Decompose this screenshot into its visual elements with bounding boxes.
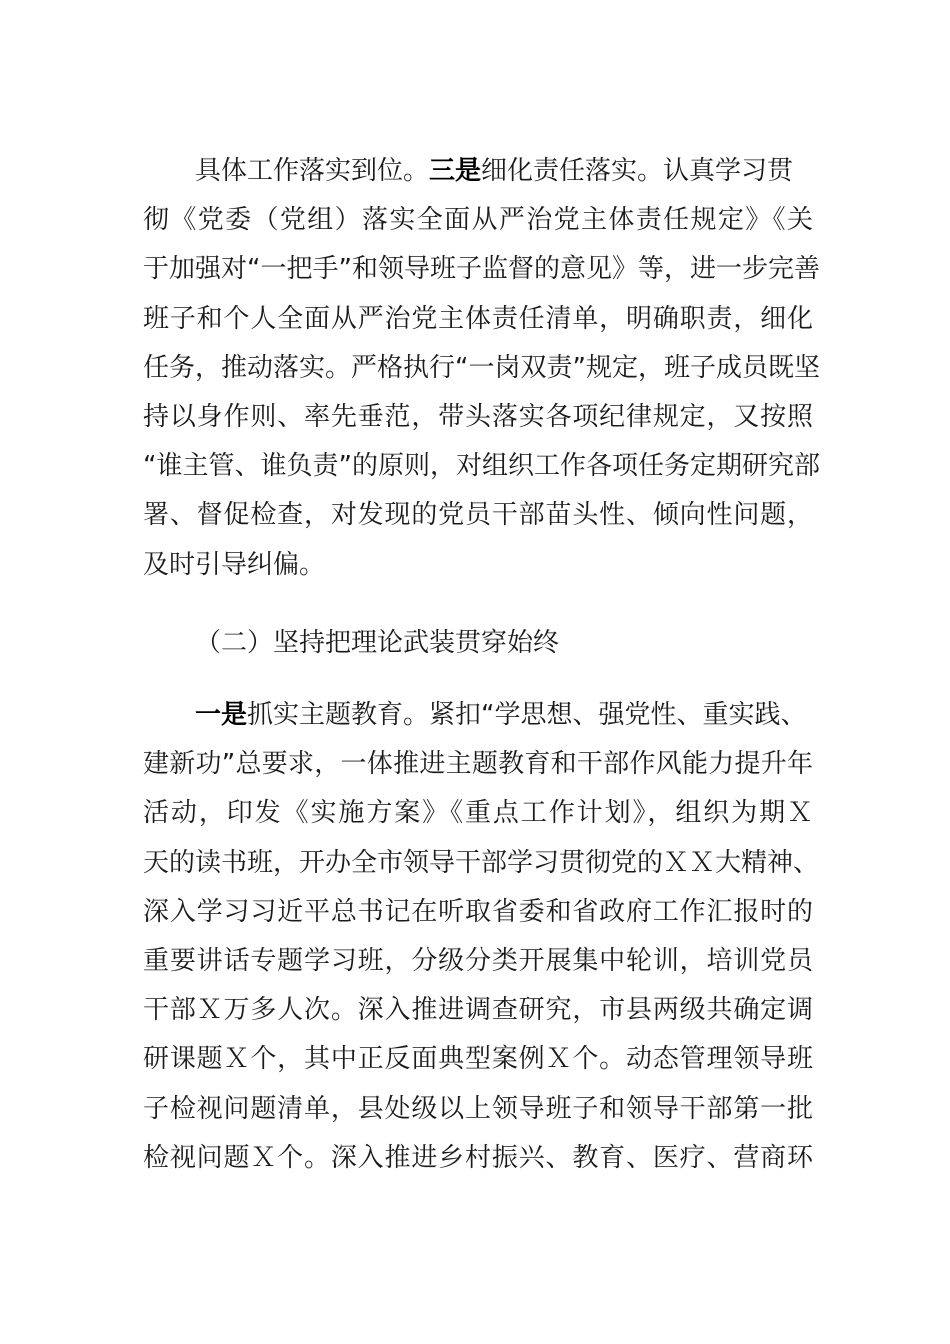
paragraph-line: “谁主管、谁负责”的原则，对组织工作各项任务定期研究部 bbox=[143, 451, 820, 482]
paragraph-line bbox=[143, 691, 813, 740]
paragraph-line: 子检视问题清单，县处级以上领导班子和领导干部第一批 bbox=[143, 1093, 813, 1124]
paragraph-line: 检视问题Ｘ个。深入推进乡村振兴、教育、医疗、营商环 bbox=[143, 1142, 813, 1173]
paragraph-theme-education bbox=[143, 691, 820, 1183]
bold-lead-phrase: 一是 bbox=[195, 700, 248, 730]
paragraph-line: 干部Ｘ万多人次。深入推进调查研究，市县两级共确定调 bbox=[143, 995, 813, 1026]
paragraph-line: 天的读书班，开办全市领导干部学习贯彻党的ＸＸ大精神、 bbox=[143, 847, 820, 878]
section-heading: （二）坚持把理论武装贯穿始终 bbox=[195, 628, 560, 658]
text-run: 抓实主题教育。紧扣“学思想、强党性、重实践、 bbox=[247, 700, 807, 730]
paragraph-line bbox=[143, 147, 813, 196]
paragraph-line: 研课题Ｘ个，其中正反面典型案例Ｘ个。动态管理领导班 bbox=[143, 1044, 813, 1075]
text-run: 具体工作落实到位。 bbox=[195, 156, 430, 186]
paragraph-line: 署、督促检查，对发现的党员干部苗头性、倾向性问题， bbox=[143, 500, 813, 531]
paragraph-line: 建新功”总要求，一体推进主题教育和干部作风能力提升年 bbox=[143, 749, 813, 780]
paragraph-line: 彻《党委（党组）落实全面从严治党主体责任规定》《关 bbox=[143, 205, 813, 236]
paragraph-line: 深入学习习近平总书记在听取省委和省政府工作汇报时的 bbox=[143, 896, 813, 927]
text-run: 细化责任落实。认真学习贯 bbox=[481, 156, 794, 186]
paragraph-line: 活动，印发《实施方案》《重点工作计划》，组织为期Ｘ bbox=[143, 798, 813, 829]
bold-lead-phrase: 三是 bbox=[429, 156, 482, 186]
paragraph-line: 于加强对“一把手”和领导班子监督的意见》等，进一步完善 bbox=[143, 254, 820, 285]
paragraph-line: 及时引导纠偏。 bbox=[143, 549, 326, 580]
paragraph-line: 班子和个人全面从严治党主体责任清单，明确职责，细化 bbox=[143, 303, 813, 334]
paragraph-line: 持以身作则、率先垂范，带头落实各项纪律规定，又按照 bbox=[143, 401, 813, 432]
paragraph-line: 重要讲话专题学习班，分级分类开展集中轮训，培训党员 bbox=[143, 945, 813, 976]
paragraph-responsibility bbox=[143, 147, 820, 590]
paragraph-line: 任务，推动落实。严格执行“一岗双责”规定，班子成员既坚 bbox=[143, 352, 820, 383]
